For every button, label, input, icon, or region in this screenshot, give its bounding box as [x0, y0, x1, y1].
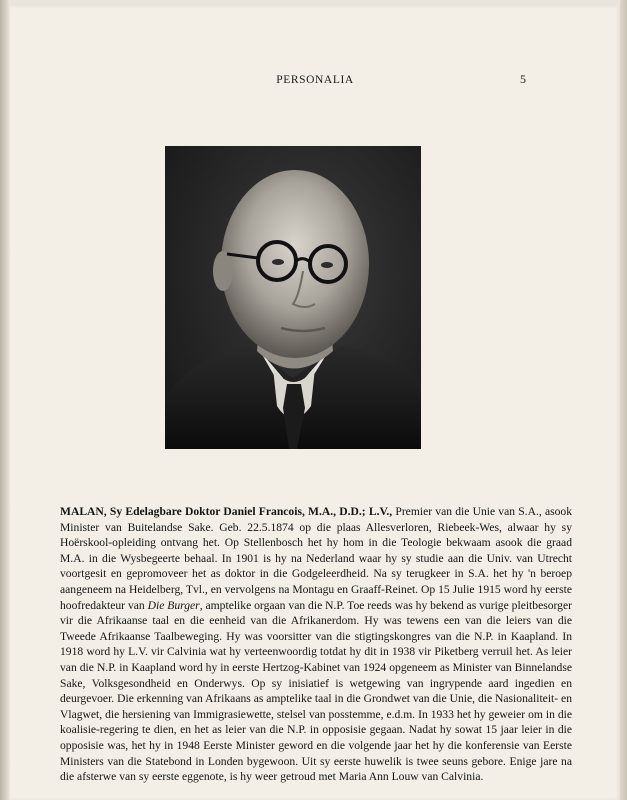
- running-header-title: PERSONALIA: [276, 74, 354, 86]
- portrait-illustration: [165, 146, 421, 449]
- portrait-photo: [165, 146, 421, 449]
- biography-text-part-1: Premier van die Unie van S.A., asook Minister van Buitelandse Sake. Geb. 22.5.1874 op die plaas Allesverloren, Riebeek-Wes, alwaar hy sy Hoërskool-opleiding ontvang het. Op Stellenbosch het hy hom in die Teologie bekwaam asook die graad M.A. in die Wysbegeerte behaal. In 1901 is hy na Nederland waar hy sy studie aan die Univ. van Utrecht voortgesit en gepromoveer het as doktor in die Godgeleerdheid. Na sy terugkeer in S.A. het hy 'n beroep aangeneem na Heidelberg, Tvl., en vervolgens na Montagu en Graaff-Reinet. Op 15 Julie 1915 word hy eerste hoofredakteur van: [60, 505, 572, 612]
- page-number: 5: [520, 72, 526, 86]
- newspaper-title: Die Burger: [147, 598, 200, 612]
- page-edge-right: [620, 0, 627, 800]
- book-binding-shadow: [0, 0, 10, 800]
- biography-paragraph: [60, 504, 572, 785]
- biography-subject-name: MALAN, Sy Edelagbare Doktor Daniel Francois, M.A., D.D.; L.V.,: [60, 505, 393, 518]
- biography-text-part-2: , amptelike orgaan van die N.P. Toe reeds was hy bekend as vurige pleitbesorger vir die Afrikaanse taal en die eenheid van die Afrikanerdom. Hy was tewens een van die leiers van die Tweede Afrikaanse Taalbeweging. Hy was voorsitter van die stigtingskongres van die N.P. in Kaapland. In 1918 word hy L.V. vir Calvinia wat hy verteenwoordig totdat hy dit in 1938 vir Piketberg verruil het. As leier van die N.P. in Kaapland word hy in eerste Hertzog-Kabinet van 1924 opgeneem as Minister van Binnelandse Sake, Volksgesondheid en Onderwys. Op sy inisiatief is wetgewing van ingrypende aard ingedien en deurgevoer. Die erkenning van Afrikaans as amptelike taal in die Grondwet van die Unie, die Nasionaliteit- en Vlagwet, die hersiening van Immigrasiewette, stelsel van posstemme, e.d.m. In 1933 het hy geweier om in die koalisie-regering te dien, en het as leier van die N.P. in opposisie gegaan. Nadat hy sowat 15 jaar leier in die opposisie was, het hy in 1948 Eerste Minister geword en die volgende jaar het hy die konferensie van Eerste Ministers van die Statebond in Londen bygewoon. Uit sy eerste huwelik is twee seuns gebore. Enige jare na die afsterwe van sy eerste eggenote, is hy weer getroud met Maria Ann Louw van Calvinia.: [60, 598, 572, 784]
- book-page: [10, 6, 620, 800]
